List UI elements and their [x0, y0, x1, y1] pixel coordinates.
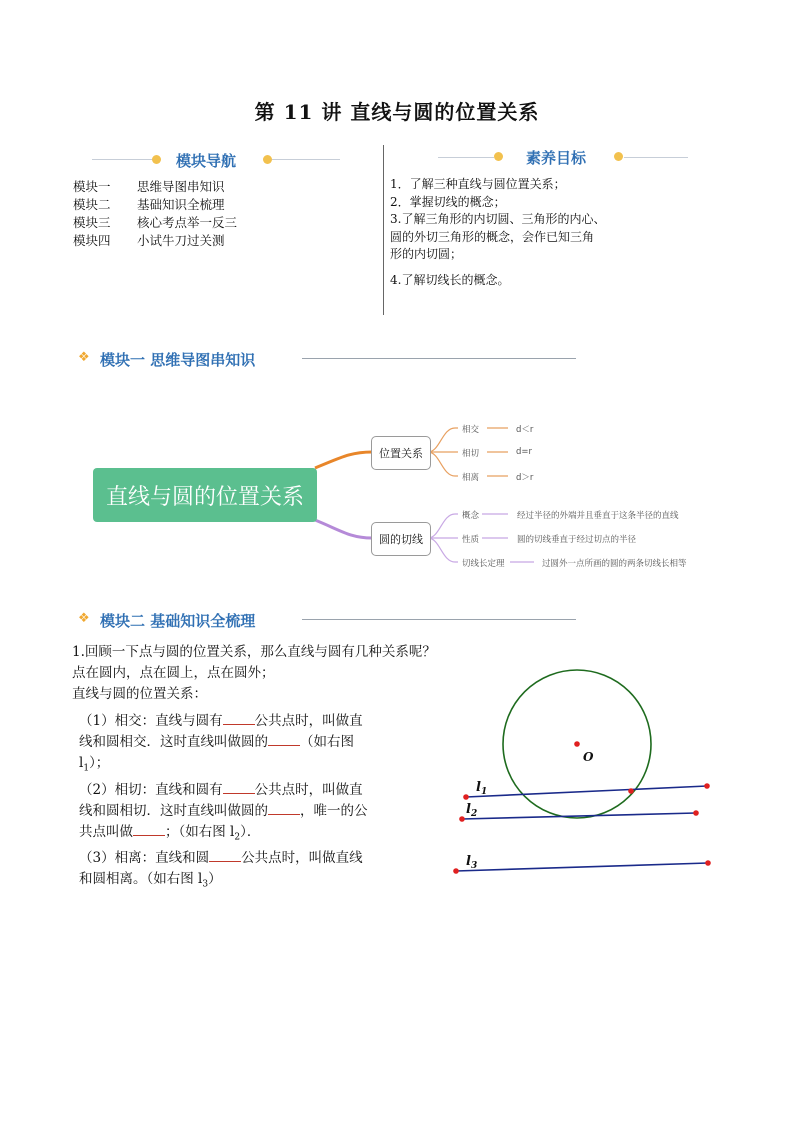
mindmap-leaf-value: 过圆外一点所画的圆的两条切线长相等	[542, 559, 687, 569]
mindmap-leaf-name: 相切	[462, 449, 480, 459]
question-1-line3: 直线与圆的位置关系：	[72, 686, 207, 702]
question-1-line2: 点在圆内，点在圆上，点在圆外；	[72, 665, 275, 681]
mindmap-leaf-value: d=r	[516, 447, 533, 457]
center-point	[574, 741, 580, 747]
nav-dot-left	[152, 155, 161, 164]
mindmap-leaf-value: 圆的切线垂直于经过切点的半径	[517, 535, 637, 545]
nav-divider-right	[272, 159, 340, 160]
diamond-bullet-icon: ❖	[78, 611, 90, 626]
goal-item-3-end: 形的内切圆；	[390, 247, 463, 261]
goals-dot-left	[494, 152, 503, 161]
nav-divider-left	[92, 159, 154, 160]
goals-divider-left	[438, 157, 494, 158]
nav-heading: 模块导航	[176, 152, 237, 170]
point	[705, 860, 711, 866]
mindmap-leaf-name: 相离	[462, 473, 480, 483]
goal-item-1: 1．了解三种直线与圆位置关系；	[390, 177, 566, 191]
mindmap-leaf-name: 相交	[462, 425, 480, 435]
question-1: 1.回顾一下点与圆的位置关系，那么直线与圆有几种关系呢？	[72, 644, 436, 660]
answer-blank[interactable]	[223, 781, 255, 794]
nav-dot-right	[263, 155, 272, 164]
nav-item-4[interactable]: 模块四 小试牛刀过关测	[73, 233, 225, 248]
relation-tangent: （2）相切：直线和圆有 公共点时，叫做直	[79, 781, 363, 798]
goals-heading: 素养目标	[526, 149, 587, 167]
relation-intersect-cont: 线和圆相交．这时直线叫做圆的 （如右图	[79, 734, 354, 750]
diamond-bullet-icon: ❖	[78, 350, 90, 365]
answer-blank[interactable]	[268, 802, 300, 815]
goals-list	[390, 176, 640, 289]
mindmap-central-node: 直线与圆的位置关系	[93, 468, 317, 522]
relation-intersect-end: $l_1$）；	[79, 755, 110, 774]
nav-list	[73, 178, 237, 250]
line-l3	[456, 863, 708, 871]
line-l1	[466, 786, 707, 797]
center-label: O	[583, 750, 594, 764]
relations-list	[79, 711, 419, 896]
answer-blank[interactable]	[209, 849, 241, 862]
relation-separate: （3）相离：直线和圆 公共点时，叫做直线	[79, 850, 363, 867]
nav-item-2[interactable]: 模块二 基础知识全梳理	[73, 197, 225, 212]
point	[693, 810, 699, 816]
mindmap-leaf-name: 切线长定理	[462, 559, 505, 569]
nav-item-1[interactable]: 模块一 思维导图串知识	[73, 179, 225, 194]
point	[628, 788, 634, 794]
module2-title: 模块二 基础知识全梳理	[100, 612, 256, 630]
goal-item-3-cont: 圆的外切三角形的概念，会作已知三角	[390, 229, 595, 244]
circle-lines-figure	[440, 665, 730, 885]
point	[704, 783, 710, 789]
page-title: 第 11 讲 直线与圆的位置关系	[254, 100, 540, 124]
nav-item-3[interactable]: 模块三 核心考点举一反三	[73, 215, 238, 230]
mindmap-leaf-name: 概念	[462, 511, 480, 521]
module1-title: 模块一 思维导图串知识	[100, 351, 256, 369]
mindmap-leaf-value: 经过半径的外端并且垂直于这条半径的直线	[517, 511, 679, 521]
module2-rule	[302, 619, 576, 620]
goals-dot-right	[614, 152, 623, 161]
line-label-l1: $l_1$	[476, 780, 488, 797]
column-separator	[383, 145, 384, 315]
answer-blank[interactable]	[133, 823, 165, 836]
goal-item-2: 2．掌握切线的概念；	[390, 194, 506, 209]
mindmap-leaf-value: d＜r	[516, 425, 534, 435]
mindmap-branch-tangent: 圆的切线	[371, 522, 431, 556]
point	[463, 794, 469, 800]
mindmap-leaf-name: 性质	[462, 535, 480, 545]
goal-item-4: 4.了解切线长的概念。	[390, 272, 510, 287]
line-label-l2: $l_2$	[466, 802, 478, 819]
goal-item-3: 3.了解三角形的内切圆、三角形的内心、	[390, 212, 606, 226]
point	[459, 816, 465, 822]
line-label-l3: $l_3$	[466, 854, 478, 871]
relation-intersect: （1）相交：直线与圆有 公共点时，叫做直	[79, 713, 363, 729]
relation-separate-cont: 和圆相离。（如右图 $l_3$）	[79, 871, 222, 891]
module1-rule	[302, 358, 576, 359]
relation-tangent-end: 共点叫做 ；（如右图 $l_2$）．	[79, 823, 261, 843]
answer-blank[interactable]	[268, 733, 300, 746]
mindmap-leaf-value: d＞r	[516, 473, 534, 483]
answer-blank[interactable]	[223, 712, 255, 725]
relation-tangent-cont: 线和圆相切．这时直线叫做圆的 ，唯一的公	[79, 802, 368, 819]
goals-divider-right	[624, 157, 688, 158]
mindmap-branch-position: 位置关系	[371, 436, 431, 470]
point	[453, 868, 459, 874]
